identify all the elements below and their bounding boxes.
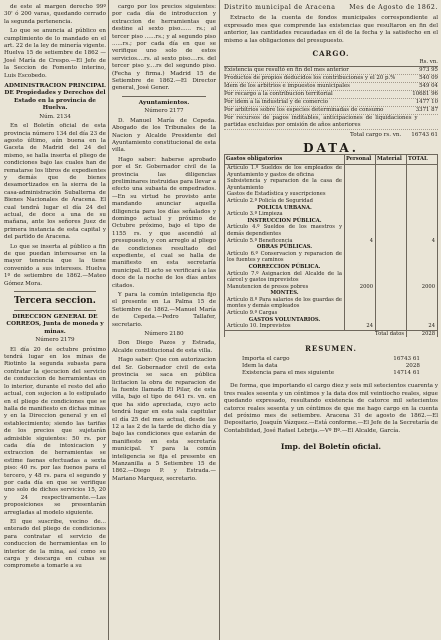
table-material: [376, 271, 407, 284]
notice-number: Número 2179: [35, 337, 75, 344]
table-row-label: OBRAS PÚBLICAS.: [225, 244, 345, 251]
closing-paragraph: De forma, que importando el cargo diez y seis mil setecientos cuarenta y tres reales sesenta y un céntimos y la data dos mil veintiocho reales, sigue quedando expresado, resultando existencia de catorce mil setecientos catorce reales sesenta y un céntimos de que me hago cargo en la cuenta del próximo mes de setiembre. Aracena 31 de agosto de 1862.—El Depositario, Joaquín Vázquez.—Está conforme.—El Jefe de la Secretaría de Contabilidad, José Rafael Lebrija.—Vº Bº.—El Alcalde, García.: [224, 383, 438, 434]
table-personal: [345, 218, 376, 225]
table-personal: [345, 297, 376, 310]
data-table: [224, 154, 438, 337]
resumen-row: [224, 363, 438, 370]
cargo-amount: 549 04: [419, 83, 438, 90]
resumen-label: Idem la data: [242, 363, 278, 370]
table-material: [376, 244, 407, 251]
table-total: [407, 317, 438, 324]
table-total: [407, 290, 438, 297]
table-row: [225, 271, 438, 284]
table-total: [407, 271, 438, 284]
table-row-label: Artículo 3.º Limpieza: [225, 211, 345, 218]
resumen-row: [224, 370, 438, 377]
table-material: [376, 317, 407, 324]
table-material: [376, 290, 407, 297]
cargo-list: [224, 67, 438, 129]
notice-number: Número 2177: [144, 108, 184, 115]
table-total: [407, 191, 438, 198]
resumen-title: RESUMEN.: [305, 344, 357, 354]
table-row-label: Gastos de Estadística y suscripciones: [225, 191, 345, 198]
table-row-label: Artículo 2.º Policía de Seguridad: [225, 198, 345, 205]
table-total: [407, 211, 438, 218]
table-total: [407, 178, 438, 191]
table-total: [407, 198, 438, 205]
table-personal: [345, 191, 376, 198]
table-total: [407, 251, 438, 264]
cargo-amount: 540 09: [419, 75, 438, 82]
table-header-row: [225, 155, 438, 165]
table-total-row: [225, 330, 438, 337]
resumen-label: Existencia para el mes siguiente: [242, 370, 335, 377]
table-personal: [345, 317, 376, 324]
column-right: [224, 4, 438, 451]
table-total: [407, 218, 438, 225]
cargo-amount: 3371 87: [415, 106, 438, 113]
table-personal: [345, 205, 376, 212]
paragraph: El que suscribe, vecino de... enterado del pliego de condiciones para contratar el servicio de conduccion de herramientas en lo interior de la mina, así como su carga y descarga en cubas se compromete a tomarle a su: [4, 519, 106, 570]
table-row: [225, 198, 438, 205]
paragraph: En el Boletín oficial de esta provincia número 134 del día 23 de agosto último, aún buena en la Gaceta de Madrid del 24 del mismo, se halla inserta el pliego de condiciones bajo las cuales han de rematarse los libros de expedientes y demás que de bienes desamortizados en la sierra de la casa-administración Subalterna de Bienes Nacionales de Aracena. El cual tendrá lugar el día 24 del actual, de doce a una de su mañana, ante los señores Juez de primera instancia de esta capital y del partido de Aracena.: [4, 123, 106, 241]
resumen-amount: 14714 61: [393, 370, 420, 377]
running-header: [224, 4, 438, 11]
cargo-amount: 10681 96: [412, 91, 438, 98]
table-row: [225, 310, 438, 317]
cargo-amount: [418, 115, 438, 129]
table-header-cell: TOTAL: [407, 155, 438, 165]
table-header-cell: Gastos obligatorios: [225, 155, 345, 165]
table-row-label: GASTOS VOLUNTARIOS.: [225, 317, 345, 324]
table-material: [376, 323, 407, 330]
table-total: [407, 205, 438, 212]
paragraph: Lo que se anuncia al público en cumplimiento de lo mandado en el art. 22 de la ley de minería vigente. Huelva 15 de setiembre de 1862 —José María de Crespo.—El Jefe de la Seccion de Fomento interino, Luis Escobedo.: [4, 28, 106, 79]
currency-label: Rs. vn.: [419, 59, 438, 66]
table-material: [376, 165, 407, 179]
table-personal: [345, 244, 376, 251]
table-total: [407, 310, 438, 317]
divider: [14, 291, 96, 292]
printer-footer: Imp. del Boletín oficial.: [280, 442, 382, 452]
cargo-label: Por idem a la industrial y de comercio: [224, 98, 328, 105]
table-material: [376, 284, 407, 291]
table-row: [225, 178, 438, 191]
table-row-label: Artículo 4.º Sueldos de los maestros y demás dependientes: [225, 224, 345, 237]
table-header-cell: Material: [376, 155, 407, 165]
paragraph: Hago saber: haberse aprobado por el Sr. Gobernador civil de la provincia las diligencias preliminares instruidas para llevar a efecto una subasta de empedrados.—En su virtud he provisto ante mandando anunciar aquella diligencia para los días señalados y domingo actual y próximo de Octubre próximo, bajo el tipo de 1155 rs. y que ascendió al presupuesto, y con arreglo al pliego de condiciones resultado del expediente, el cual se halla de manifiesto en esta secretaría municipal. El acto se verificará a las doce de la noche de los días antes citados.: [112, 156, 216, 289]
table-row-label: INSTRUCCION PÚBLICA.: [225, 218, 345, 225]
table-row-label: Artículo 6.º Conservacion y reparacion de los fuentes y caminos: [225, 251, 345, 264]
resumen-amount: 2028: [405, 363, 420, 370]
table-total: [407, 224, 438, 237]
column-rule: [219, 0, 220, 640]
data-title: DATA.: [303, 141, 359, 155]
column-left: [4, 4, 106, 573]
table-personal: 2000: [345, 284, 376, 291]
table-row-label: Artículo 5.º Beneficencia: [225, 238, 345, 245]
column-rule: [108, 0, 109, 640]
notice-number: Núm. 2134: [39, 113, 71, 120]
table-row: [225, 165, 438, 179]
cargo-row: [224, 67, 438, 75]
table-material: [376, 205, 407, 212]
table-total: [407, 297, 438, 310]
table-row: [225, 251, 438, 264]
table-total-value: 2028: [407, 330, 438, 337]
cargo-row: [224, 91, 438, 99]
resumen-row: [224, 356, 438, 363]
section-heading: Ayuntamientos.: [138, 99, 190, 106]
table-personal: [345, 251, 376, 264]
table-row: [225, 264, 438, 271]
cargo-title: CARGO.: [312, 49, 350, 59]
table-personal: [345, 271, 376, 284]
table-row: [225, 211, 438, 218]
paragraph: El día 20 de octubre próximo tendrá lugar en los minas de Riotinto la segunda subasta para contratar la ejecucion del servicio de conduccion de herramientas en lo interior, durante el resto del año actual, con sujecion a lo estipulado en el pliego de condiciones que se halla de manifiesto en dichas minas y en la Direccion general y en el establecimiento; siendo las tarifas de los precios que sujetarán admisible siguientes: 50 rs. por cada día de intoxicacion y extraccion de herramientas se estime faenas efectuadas a sexta piso: 40 rs. por las fuenos para el tercero, y 48 rs. para el segundo y por cada día en que se verifique uno solo de dichos servicios 15, 20 y 24 respectivamente.—Las proposiciones se presentarán arregladas al modelo siguiente.: [4, 346, 106, 516]
table-header-cell: Personal: [345, 155, 376, 165]
table-personal: [345, 198, 376, 205]
paragraph: Y para la común inteligencia fijo el presente en La Palma 15 de Setiembre de 1862.—Manuel María de Cepeda.—Pedro Tallafer, secretario.: [112, 292, 216, 328]
table-row-label: Subsistencia y reparacion de la casa de Ayuntamiento: [225, 178, 345, 191]
notice-number: Número 2180: [144, 331, 184, 338]
cargo-label: Por recargo a la contribucion territorial: [224, 91, 333, 98]
cargo-label: Idem de los arbitrios e impuestos municipales: [224, 83, 350, 90]
cargo-amount: 973 95: [419, 67, 438, 74]
table-row: [225, 323, 438, 330]
table-row-label: Artículo 1.º Sueldos de los empleados de Ayuntamiento y gastos de oficina: [225, 165, 345, 179]
cargo-label: Por recursos de pagos inditables, anticipaciones de liquidaciones y partidas excluidas por omisión de años anteriores: [224, 114, 418, 128]
table-row-label: Artículo 7.º Asignacion del Alcalde de la cárcel y gastos imprevistos: [225, 271, 345, 284]
section-heading: ADMINISTRACION PRINCIPAL DE Propiedades y Derechos del Estado en la provincia de Huelva.: [4, 83, 106, 112]
resumen-label: Importa el cargo: [242, 355, 290, 362]
table-total: 2000: [407, 284, 438, 291]
cargo-row: [224, 99, 438, 107]
district-name: Distrito municipal de Aracena: [224, 4, 336, 11]
table-row-label: Artículo 10. Imprevistos: [225, 323, 345, 330]
table-row: [225, 244, 438, 251]
cargo-row: [224, 107, 438, 115]
table-material: [376, 198, 407, 205]
table-total: [407, 165, 438, 179]
cargo-label: Existencia que resultó en fin del mes anterior: [224, 67, 349, 74]
section-title: Tercera seccion.: [14, 296, 96, 307]
table-row-label: MONTES.: [225, 290, 345, 297]
cargo-row: [224, 83, 438, 91]
table-material: [376, 297, 407, 310]
table-row-label: Artículo 8.º Para salarios de los guardas de montes y demás empleados: [225, 297, 345, 310]
cargo-row: [224, 115, 438, 130]
table-personal: [345, 290, 376, 297]
table-personal: 24: [345, 323, 376, 330]
paragraph: de este al margen derecho 99º 30' ó 200 varas, quedando cerrado la segunda pertenencia.: [4, 4, 106, 25]
cargo-total-label: Total cargo rs. vn.: [349, 131, 402, 138]
paragraph: cargo por los precios siguientes: por cada día de introduccion y extraccion de herramientas que destine al sexto piso...... rs.; al tercer piso ......rs.; y al segundo piso ......rs.; por cada día en que se verifique uno solo de estos servicios....rs. al sexto piso....rs. del tercer piso y....rs del segundo piso. (Fecha y firma.) Madrid 15 de Setiembre de 1862.—El Director general, José Gener.: [112, 4, 216, 92]
table-material: [376, 211, 407, 218]
table-material: [376, 251, 407, 264]
cargo-amount: 1477 10: [415, 98, 438, 105]
table-row: [225, 290, 438, 297]
table-material: [376, 191, 407, 198]
cargo-total: [224, 132, 438, 139]
intro-paragraph: Extracto de la cuenta de fondos municipales correspondiente al expresado mes que comprende las existencias que resultaron en fin del anterior, las cantidades recaudadas en él de la fecha y la satisfecho en el mismo a las obligaciones del presupuesto.: [224, 15, 438, 44]
table-personal: [345, 264, 376, 271]
table-total: [407, 264, 438, 271]
table-material: [376, 310, 407, 317]
table-personal: [345, 224, 376, 237]
table-row: [225, 284, 438, 291]
table-row-label: Artículo 9.º Cargas: [225, 310, 345, 317]
cargo-row: [224, 75, 438, 83]
divider: [122, 96, 206, 97]
table-material: [376, 238, 407, 245]
table-personal: [345, 178, 376, 191]
table-row-label: CORRECCION PÚBLICA.: [225, 264, 345, 271]
table-personal: 4: [345, 238, 376, 245]
table-row-label: POLICIA URBANA.: [225, 205, 345, 212]
cargo-total-value: 16743 61: [411, 131, 438, 138]
table-total: [407, 244, 438, 251]
table-material: [376, 178, 407, 191]
table-row: [225, 224, 438, 237]
month-label: Mes de Agosto de 1862.: [349, 4, 438, 11]
divider: [14, 310, 96, 311]
resumen-amount: 16743 61: [393, 355, 420, 362]
table-personal: [345, 310, 376, 317]
table-material: [376, 224, 407, 237]
table-total-label: Total datos: [225, 330, 407, 337]
table-material: [376, 264, 407, 271]
cargo-label: Por arbitrios sobre los especies determinadas de consumo: [224, 106, 384, 113]
table-row: [225, 297, 438, 310]
table-total: 24: [407, 323, 438, 330]
paragraph: Lo que se inserta al público a fin de que puedan interesarse en la mayor tenencia que la tiene convenido a sus intereses. Huelva 1º de setiembre de 1862.—Mateo Gómez Mora.: [4, 243, 106, 287]
table-material: [376, 218, 407, 225]
column-middle: [112, 4, 216, 485]
table-row-label: Manutencion de presos pobres: [225, 284, 345, 291]
resumen-list: [224, 356, 438, 378]
section-heading: DIRECCION GENERAL DE CORREOS, Junta de moneda y minas.: [6, 314, 104, 335]
cargo-label: Productos de propios deducidos los contribuciones y el 20 p.%: [224, 75, 396, 82]
table-total: 4: [407, 238, 438, 245]
table-personal: [345, 165, 376, 179]
paragraph: Don Diego Pazos y Estrada, Alcalde constitucional de esta villa.: [112, 340, 216, 354]
paragraph: Hago saber: Que con autorizacion del Sr. Gobernador civil de esta provincia se saca en pública licitacion la obra de reparacion de la fuente llamada El Pilar, de esta villa, bajo el tipo de 641 rs. vn. en que ha sido apreciada, cuyo acto tendrá lugar en esta sala capitular el día 25 del mes actual, desde las 12 a las 2 de la tarde de dicho día y bajo las condiciones que estarán de manifiesto en esta secretaría municipal. Y para la común inteligencia se fija el presente en Manzanilla a 5 Setiembre 15 de 1862.—Diego P. y Estrada.—Mariano Marquez, secretario.: [112, 357, 216, 482]
table-row: [225, 191, 438, 198]
paragraph: D. Manuel María de Cepeda. Abogado de los Tribunales de la Nacion y Alcalde Presidente del Ayuntamiento constitucional de esta villa.: [112, 117, 216, 154]
table-personal: [345, 211, 376, 218]
